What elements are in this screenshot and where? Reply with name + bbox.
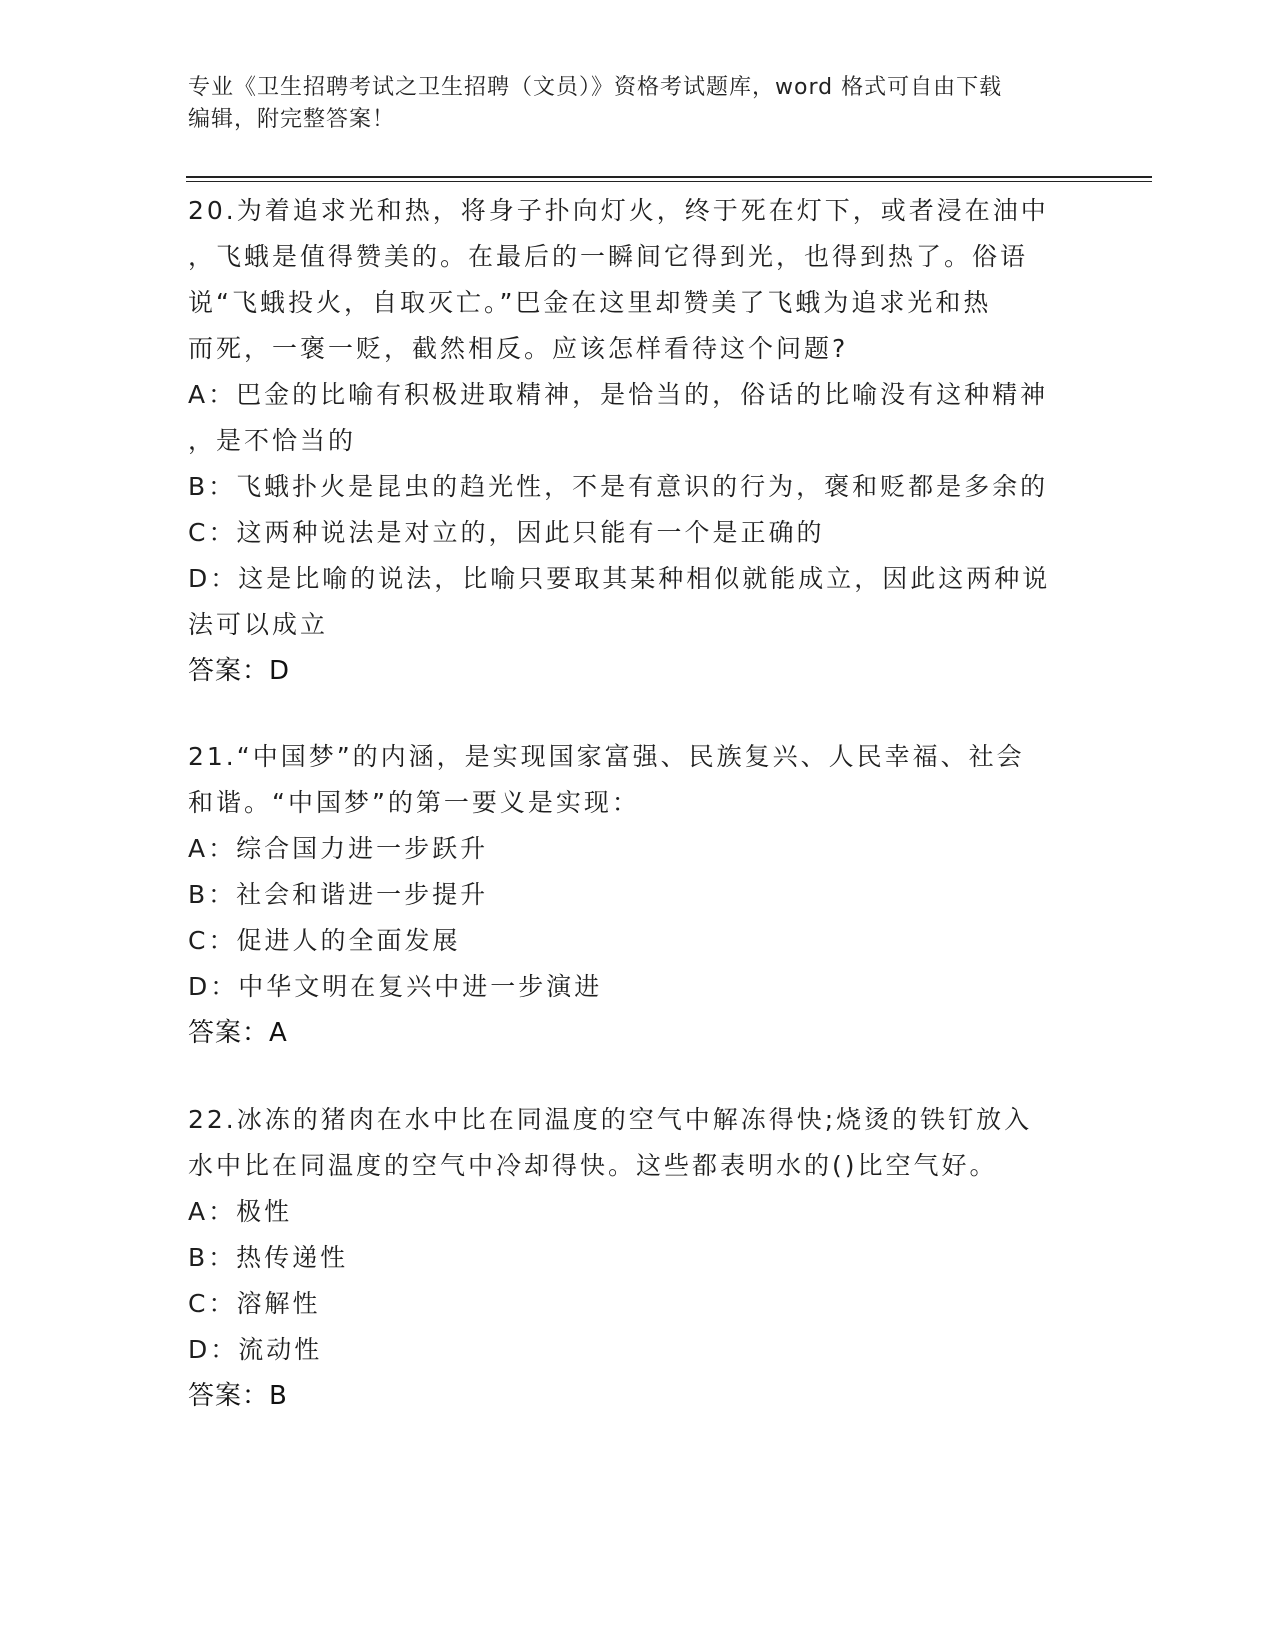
option-c: C：这两种说法是对立的，因此只能有一个是正确的 [188,518,825,547]
option-a-continued: ，是不恰当的 [188,426,357,455]
answer-20: 答案：D [188,656,291,686]
option-b: B：热传递性 [188,1243,349,1272]
option-b: B：飞蛾扑火是昆虫的趋光性，不是有意识的行为，褒和贬都是多余的 [188,472,1049,501]
option-a: A：综合国力进一步跃升 [188,834,489,863]
option-c: C：溶解性 [188,1289,321,1318]
question-line: 说“飞蛾投火，自取灭亡。”巴金在这里却赞美了飞蛾为追求光和热 [188,288,992,317]
option-d: D：流动性 [188,1335,323,1364]
answer-21: 答案：A [188,1018,288,1048]
question-line: ，飞蛾是值得赞美的。在最后的一瞬间它得到光，也得到热了。俗语 [188,242,1029,271]
question-line: 而死，一褒一贬，截然相反。应该怎样看待这个问题? [188,334,849,363]
header-divider-thick [186,176,1152,178]
question-22 [188,1097,1068,1419]
question-20 [188,188,1068,694]
option-a: A：巴金的比喻有积极进取精神，是恰当的，俗话的比喻没有这种精神 [188,380,1049,409]
option-d-continued: 法可以成立 [188,610,329,639]
answer-22: 答案：B [188,1381,288,1411]
question-line: 和谐。“中国梦”的第一要义是实现： [188,788,640,817]
document-header [188,72,1088,136]
question-line: 22.冰冻的猪肉在水中比在同温度的空气中解冻得快;烧烫的铁钉放入 [188,1105,1033,1134]
option-b: B：社会和谐进一步提升 [188,880,489,909]
question-21 [188,734,1068,1056]
option-d: D：这是比喻的说法，比喻只要取其某种相似就能成立，因此这两种说 [188,564,1051,593]
option-c: C：促进人的全面发展 [188,926,461,955]
option-d: D：中华文明在复兴中进一步演进 [188,972,603,1001]
header-divider-thin [186,181,1152,182]
header-line-2: 编辑，附完整答案！ [188,107,396,132]
question-line: 21.“中国梦”的内涵，是实现国家富强、民族复兴、人民幸福、社会 [188,742,1025,771]
option-a: A：极性 [188,1197,293,1226]
question-line: 20.为着追求光和热，将身子扑向灯火，终于死在灯下，或者浸在油中 [188,196,1049,225]
question-line: 水中比在同温度的空气中冷却得快。这些都表明水的()比空气好。 [188,1151,998,1180]
header-line-1: 专业《卫生招聘考试之卫生招聘（文员）》资格考试题库，word 格式可自由下载 [188,75,1003,100]
